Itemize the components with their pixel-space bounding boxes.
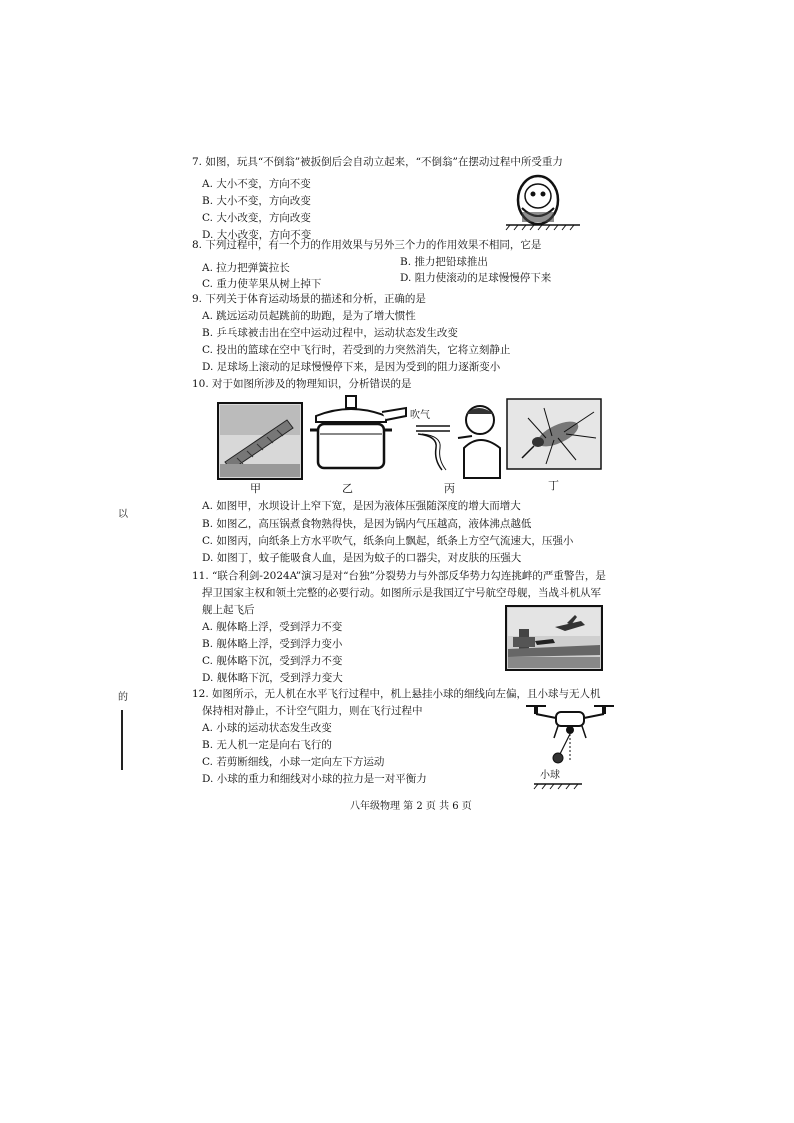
q11-stem-line1: 11. “联合利剑-2024A”演习是对“台独”分裂势力与外部反华势力勾连挑衅的严重警告，是: [192, 570, 606, 582]
q12-option-d: D. 小球的重力和细线对小球的拉力是一对平衡力: [202, 773, 427, 785]
q12-option-b: B. 无人机一定是向右飞行的: [202, 739, 332, 751]
q8-option-c: C. 重力使苹果从树上掉下: [202, 278, 322, 290]
margin-mark-1: 以: [118, 509, 128, 520]
q12-stem-line1: 12. 如图所示，无人机在水平飞行过程中，机上悬挂小球的细线向左偏，且小球与无人机: [192, 688, 601, 700]
q10-stem: 10. 对于如图所涉及的物理知识，分析错误的是: [192, 378, 412, 390]
q7-option-b: B. 大小不变，方向改变: [202, 195, 311, 207]
figure-label-bing: 丙: [444, 482, 455, 495]
q11-option-d: D. 舰体略下沉，受到浮力变大: [202, 672, 343, 684]
margin-mark-2: 的: [118, 692, 128, 703]
q10-option-a: A. 如图甲，水坝设计上窄下宽，是因为液体压强随深度的增大而增大: [202, 500, 521, 512]
mosquito-figure: [506, 398, 602, 470]
figure-label-ding: 丁: [548, 479, 559, 492]
q11-stem-line3: 舰上起飞后: [202, 604, 255, 616]
figure-label-jia: 甲: [250, 482, 261, 495]
q9-stem: 9. 下列关于体育运动场景的描述和分析，正确的是: [192, 293, 426, 305]
q10-option-d: D. 如图丁，蚊子能吸食人血，是因为蚊子的口器尖，对皮肤的压强大: [202, 552, 522, 564]
q8-option-b: B. 推力把铅球推出: [400, 256, 488, 268]
q12-option-c: C. 若剪断细线，小球一定向左下方运动: [202, 756, 385, 768]
q7-option-d: D. 大小改变，方向不变: [202, 229, 312, 241]
q11-option-b: B. 舰体略上浮，受到浮力变小: [202, 638, 343, 650]
blow-label: 吹气: [410, 410, 430, 421]
q8-option-d: D. 阻力使滚动的足球慢慢停下来: [400, 272, 552, 284]
q10-option-b: B. 如图乙，高压锅煮食物熟得快，是因为锅内气压越高，液体沸点越低: [202, 518, 532, 530]
q12-stem-line2: 保持相对静止，不计空气阻力，则在飞行过程中: [202, 705, 423, 717]
drone-figure: [520, 700, 620, 794]
q9-option-c: C. 投出的篮球在空中飞行时，若受到的力突然消失，它将立刻静止: [202, 344, 511, 356]
pressure-cooker-figure: [308, 394, 408, 480]
blowing-paper-figure: [408, 400, 508, 480]
q11-option-c: C. 舰体略下沉，受到浮力不变: [202, 655, 343, 667]
q9-option-a: A. 跳远运动员起跳前的助跑，是为了增大惯性: [202, 310, 416, 322]
margin-bar: [121, 710, 123, 770]
q7-option-c: C. 大小改变，方向改变: [202, 212, 311, 224]
q12-option-a: A. 小球的运动状态发生改变: [202, 722, 332, 734]
page-footer: 八年级物理 第 2 页 共 6 页: [350, 801, 472, 812]
q11-option-a: A. 舰体略上浮，受到浮力不变: [202, 621, 343, 633]
tumbler-toy-figure: [500, 172, 586, 242]
dam-photo-figure: [217, 402, 303, 480]
aircraft-carrier-figure: [505, 605, 603, 671]
q9-option-d: D. 足球场上滚动的足球慢慢停下来，是因为受到的阻力逐渐变小: [202, 361, 501, 373]
q9-option-b: B. 乒乓球被击出在空中运动过程中，运动状态发生改变: [202, 327, 458, 339]
q8-option-a: A. 拉力把弹簧拉长: [202, 262, 290, 274]
ball-label: 小球: [540, 770, 560, 781]
q7-stem: 7. 如图，玩具“不倒翁”被扳倒后会自动立起来，“不倒翁”在摆动过程中所受重力: [192, 156, 563, 168]
q8-stem: 8. 下列过程中，有一个力的作用效果与另外三个力的作用效果不相同，它是: [192, 239, 542, 251]
q10-option-c: C. 如图丙，向纸条上方水平吹气，纸条向上飘起，纸条上方空气流速大，压强小: [202, 535, 574, 547]
q7-option-a: A. 大小不变，方向不变: [202, 178, 311, 190]
q11-stem-line2: 捍卫国家主权和领土完整的必要行动。如图所示是我国辽宁号航空母舰，当战斗机从军: [202, 587, 601, 599]
figure-label-yi: 乙: [342, 482, 353, 495]
